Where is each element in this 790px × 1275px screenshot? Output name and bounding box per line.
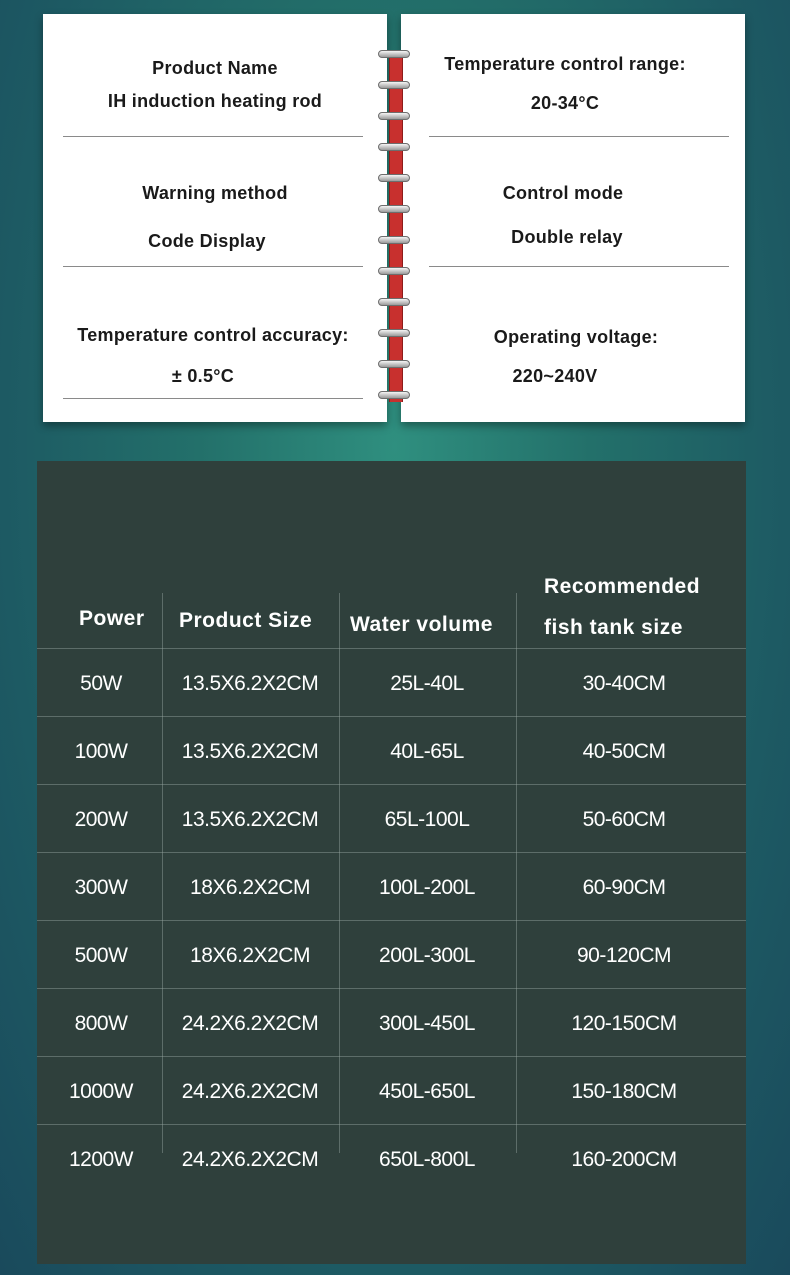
binding-ring [378,360,410,368]
spec-value: Double relay [511,227,623,247]
binding-ring [378,236,410,244]
binding-ring [378,267,410,275]
table-cell: 200W [74,808,128,831]
table-cell: 160-200CM [571,1148,677,1171]
row-divider [37,1124,746,1125]
spec-label: Control mode [502,183,624,203]
table-cell: 450L-650L [379,1080,475,1103]
table-cell: 24.2X6.2X2CM [181,1148,319,1171]
table-cell: 100L-200L [379,876,475,899]
header-recommended: Recommended [544,575,701,598]
table-cell: 50W [80,672,122,695]
table-cell: 24.2X6.2X2CM [181,1012,319,1035]
spec-label: Operating voltage: [493,327,659,347]
spec-value: 220~240V [512,366,598,386]
table-cell: 90-120CM [576,944,672,967]
power-spec-table [37,461,746,1264]
spec-value: 20-34°C [530,93,600,113]
header-fish-tank-size: fish tank size [544,616,683,639]
row-divider [37,648,746,649]
table-cell: 18X6.2X2CM [190,876,310,899]
table-cell: 40L-65L [390,740,464,763]
header-water-volume: Water volume [350,613,493,636]
table-cell: 24.2X6.2X2CM [181,1080,319,1103]
divider [63,136,363,137]
table-cell: 300W [74,876,128,899]
table-cell: 50-60CM [582,808,666,831]
binding-spine [389,50,403,402]
binding-ring [378,174,410,182]
binding-ring [378,112,410,120]
table-cell: 500W [74,944,128,967]
column-divider [339,593,340,1153]
spec-label: Product Name [152,58,278,78]
spiral-binding [378,50,412,410]
spec-temperature-range [401,54,745,118]
table-cell: 30-40CM [582,672,666,695]
divider [63,398,363,399]
spec-temperature-accuracy [43,325,387,395]
table-cell: 25L-40L [390,672,464,695]
divider [429,136,729,137]
spec-label: Warning method [142,183,288,203]
binding-ring [378,298,410,306]
table-cell: 40-50CM [582,740,666,763]
row-divider [37,1056,746,1057]
table-cell: 150-180CM [571,1080,677,1103]
row-divider [37,988,746,989]
spec-value: IH induction heating rod [107,91,323,111]
binding-ring [378,329,410,337]
column-divider [516,593,517,1153]
row-divider [37,716,746,717]
table-cell: 13.5X6.2X2CM [181,740,319,763]
table-cell: 800W [74,1012,128,1035]
spec-warning-method [43,183,387,253]
notebook-left-page [43,14,387,422]
table-cell: 13.5X6.2X2CM [181,808,319,831]
divider [429,266,729,267]
table-cell: 13.5X6.2X2CM [181,672,319,695]
spec-operating-voltage [401,327,745,397]
binding-ring [378,391,410,399]
table-cell: 1000W [68,1080,134,1103]
row-divider [37,920,746,921]
header-power: Power [79,607,145,630]
spec-value: Code Display [148,231,266,251]
divider [63,266,363,267]
table-cell: 65L-100L [384,808,470,831]
spec-label: Temperature control accuracy: [77,325,349,345]
table-cell: 1200W [68,1148,134,1171]
spec-label: Temperature control range: [444,54,686,74]
spec-control-mode [401,183,745,253]
notebook-right-page [401,14,745,422]
spec-product-name [43,58,387,118]
header-product-size: Product Size [179,609,313,632]
table-cell: 120-150CM [571,1012,677,1035]
table-cell: 200L-300L [379,944,475,967]
binding-ring [378,81,410,89]
spec-notebook [0,0,790,440]
spec-value: ± 0.5°C [171,366,235,386]
binding-ring [378,50,410,58]
table-cell: 300L-450L [379,1012,475,1035]
row-divider [37,784,746,785]
binding-ring [378,143,410,151]
table-cell: 18X6.2X2CM [190,944,310,967]
row-divider [37,852,746,853]
table-cell: 650L-800L [379,1148,475,1171]
table-cell: 60-90CM [582,876,666,899]
binding-ring [378,205,410,213]
table-cell: 100W [74,740,128,763]
